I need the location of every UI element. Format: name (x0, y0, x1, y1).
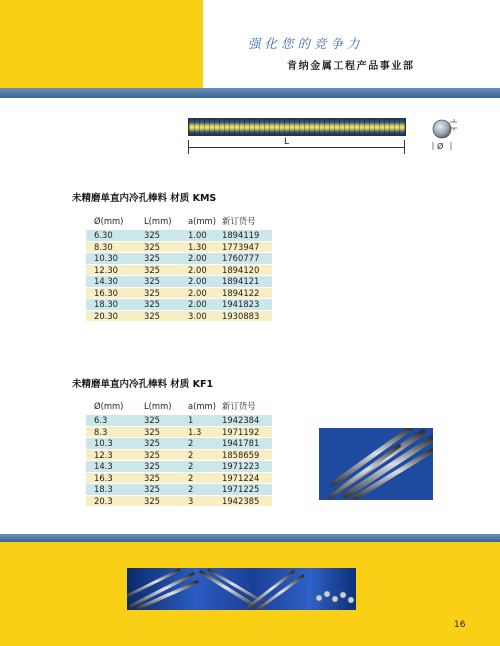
cell-length: 325 (144, 276, 160, 287)
cell-order-no: 1971225 (222, 484, 260, 495)
table-header (86, 212, 272, 230)
header-a: a(mm) (188, 216, 216, 226)
rod-section-circle (433, 120, 451, 138)
cell-order-no: 1971224 (222, 472, 260, 483)
table-kms-title: 未精磨单直内冷孔棒料 材质 KMS (72, 193, 217, 204)
cell-length: 325 (144, 287, 160, 298)
cell-diameter: 14.3 (94, 461, 113, 472)
cell-diameter: 20.30 (94, 310, 118, 321)
division-name: 肯纳金属工程产品事业部 (287, 61, 415, 72)
header-diameter: Ø(mm) (94, 216, 124, 226)
header-a: a(mm) (188, 401, 216, 411)
cell-a: 2 (188, 484, 194, 495)
table-row (86, 461, 272, 473)
product-photo-strip (127, 568, 356, 610)
cell-diameter: 16.3 (94, 472, 113, 483)
cell-order-no: 1894122 (222, 287, 260, 298)
table-row (86, 427, 272, 439)
cell-order-no: 1971192 (222, 426, 260, 437)
header-yellow-panel (0, 0, 203, 88)
cell-diameter: 6.3 (94, 415, 108, 426)
cell-diameter: 20.3 (94, 495, 113, 506)
diameter-label: Ø (437, 142, 444, 151)
cell-diameter: 12.30 (94, 264, 118, 275)
cell-length: 325 (144, 438, 160, 449)
cell-order-no: 1941823 (222, 299, 260, 310)
header-diameter: Ø(mm) (94, 401, 124, 411)
product-photo-rods (319, 428, 433, 500)
cell-a: 2.00 (188, 287, 207, 298)
cell-order-no: 1942384 (222, 415, 260, 426)
footer-blue-band (0, 534, 500, 542)
cell-length: 325 (144, 230, 160, 241)
header-blue-band (0, 88, 500, 98)
cell-a: 2 (188, 438, 194, 449)
cell-length: 325 (144, 426, 160, 437)
header-order-no: 新订货号 (222, 216, 256, 226)
cell-diameter: 12.3 (94, 449, 113, 460)
length-label: L (284, 137, 290, 147)
cell-length: 325 (144, 299, 160, 310)
cell-length: 325 (144, 253, 160, 264)
cell-length: 325 (144, 415, 160, 426)
cell-length: 325 (144, 495, 160, 506)
cell-order-no: 1930883 (222, 310, 260, 321)
dimension-tick-right (404, 140, 405, 154)
cell-a: 1 (188, 415, 194, 426)
table-row (86, 288, 272, 300)
table-header (86, 397, 272, 415)
cell-diameter: 18.30 (94, 299, 118, 310)
cell-diameter: 8.30 (94, 241, 113, 252)
cell-a: 1.00 (188, 230, 207, 241)
cell-order-no: 1971223 (222, 461, 260, 472)
table-row (86, 484, 272, 496)
cell-a: 2.00 (188, 253, 207, 264)
header-length: L(mm) (144, 401, 172, 411)
cell-length: 325 (144, 461, 160, 472)
cell-length: 325 (144, 241, 160, 252)
cell-a: 1.3 (188, 426, 202, 437)
cell-a: 2.00 (188, 299, 207, 310)
table-row (86, 253, 272, 265)
cell-order-no: 1941781 (222, 438, 260, 449)
cell-diameter: 18.3 (94, 484, 113, 495)
cell-length: 325 (144, 449, 160, 460)
table-row (86, 299, 272, 311)
cell-diameter: 10.3 (94, 438, 113, 449)
table-row (86, 276, 272, 288)
cell-a: 2 (188, 449, 194, 460)
page-number: 16 (454, 620, 466, 630)
table-row (86, 496, 272, 508)
cell-a: 2 (188, 472, 194, 483)
cell-diameter: 16.30 (94, 287, 118, 298)
cell-diameter: 10.30 (94, 253, 118, 264)
cell-order-no: 1858659 (222, 449, 260, 460)
table-row (86, 438, 272, 450)
table-row (86, 415, 272, 427)
cell-order-no: 1894121 (222, 276, 260, 287)
cell-diameter: 6.30 (94, 230, 113, 241)
cell-order-no: 1894119 (222, 230, 260, 241)
table-row (86, 311, 272, 323)
cell-a: 1.30 (188, 241, 207, 252)
rod-drawing (188, 118, 406, 136)
table-kf1-title: 未精磨单直内冷孔棒料 材质 KF1 (72, 379, 214, 390)
cell-a: 2.00 (188, 264, 207, 275)
table-row (86, 230, 272, 242)
table-row (86, 473, 272, 485)
table-row (86, 450, 272, 462)
cell-length: 325 (144, 472, 160, 483)
header-order-no: 新订货号 (222, 401, 256, 411)
cell-diameter: 8.3 (94, 426, 108, 437)
cell-a: 3.00 (188, 310, 207, 321)
cell-length: 325 (144, 264, 160, 275)
cell-order-no: 1773947 (222, 241, 260, 252)
cell-diameter: 14.30 (94, 276, 118, 287)
cell-order-no: 1760777 (222, 253, 260, 264)
table-kms (86, 212, 272, 322)
table-row (86, 265, 272, 277)
length-dimension-line (188, 147, 404, 148)
cell-a: 2 (188, 461, 194, 472)
cell-a: 3 (188, 495, 194, 506)
cross-section-diagram (430, 118, 458, 152)
cell-length: 325 (144, 484, 160, 495)
cell-order-no: 1942385 (222, 495, 260, 506)
table-row (86, 242, 272, 254)
slogan: 强化您的竞争力 (248, 36, 364, 51)
cell-a: 2.00 (188, 276, 207, 287)
cell-order-no: 1894120 (222, 264, 260, 275)
cell-length: 325 (144, 310, 160, 321)
header-length: L(mm) (144, 216, 172, 226)
table-kf1 (86, 397, 272, 507)
